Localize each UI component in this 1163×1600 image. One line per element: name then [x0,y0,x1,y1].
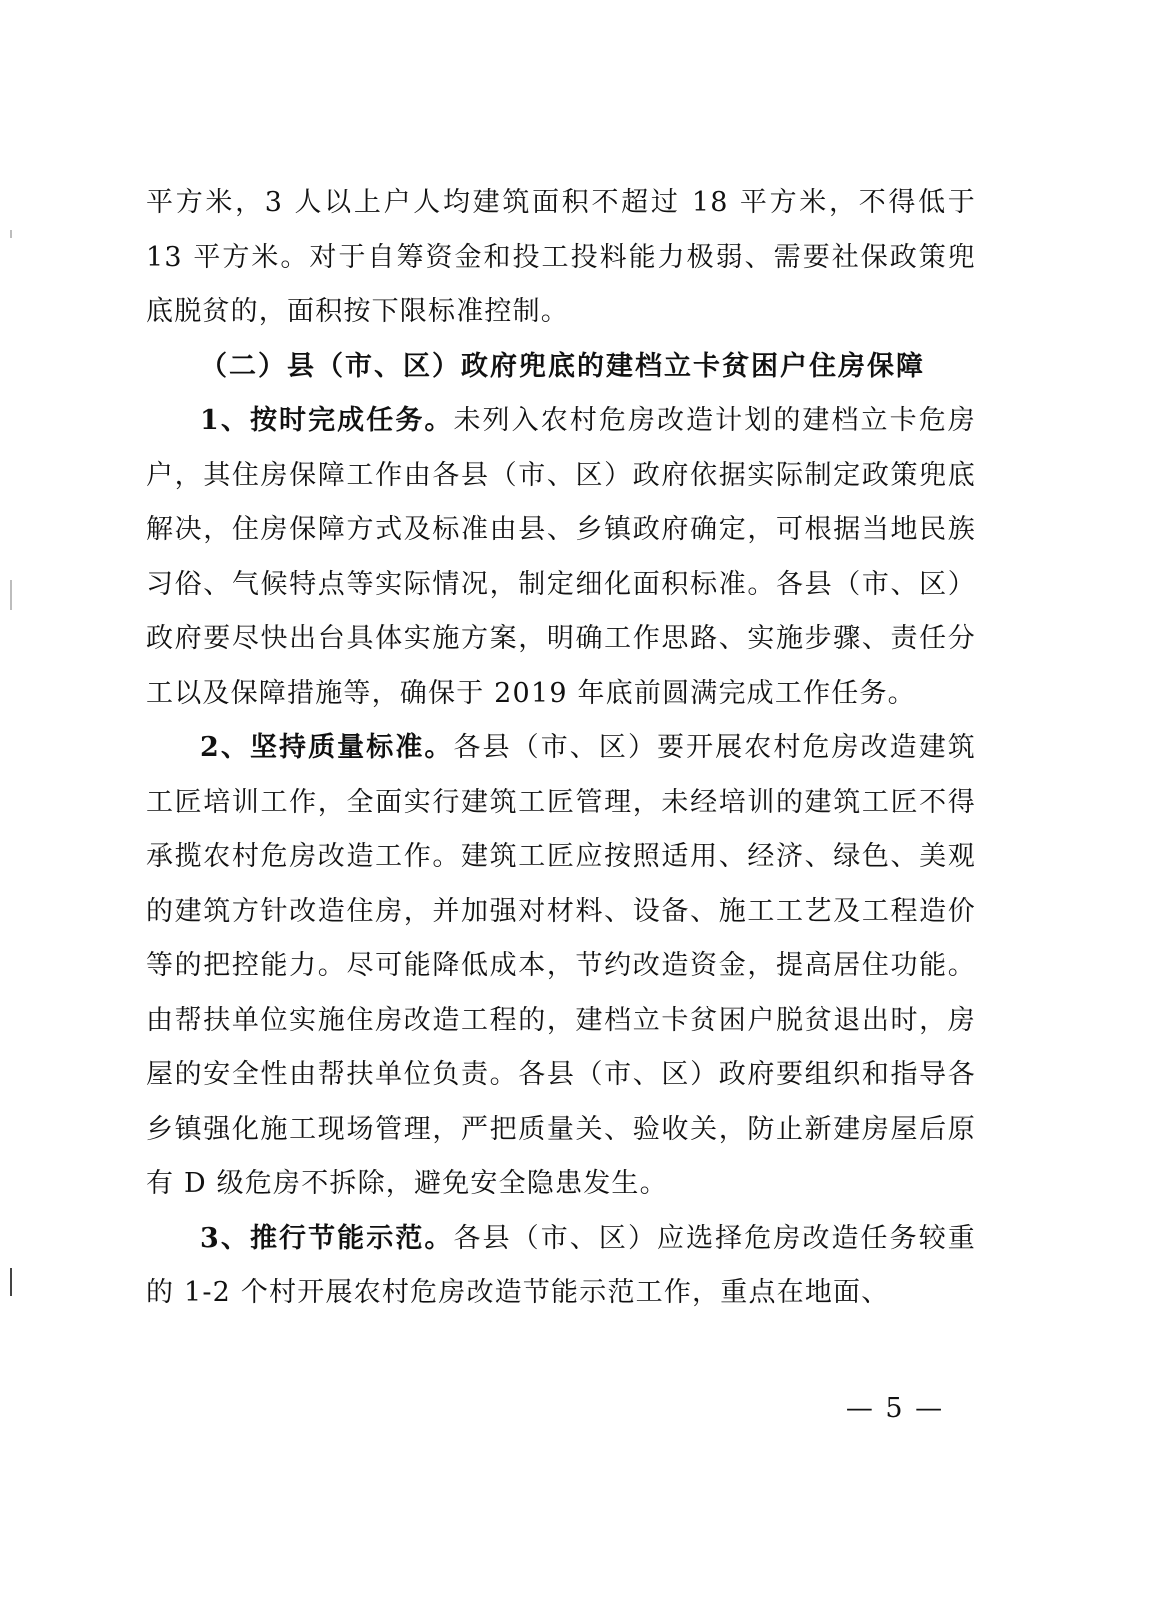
paragraph-continuation [146,176,976,340]
item-lead: 2、坚持质量标准。 [200,732,454,763]
heading-text: （二）县（市、区）政府兜底的建档立卡贫困户住房保障 [200,350,925,382]
page-number: — 5 — [845,1393,945,1424]
paragraph-item-2 [146,721,976,1212]
paragraph-text: 各县（市、区）应选择危房改造任务较重的 1-2 个村开展农村危房改造节能示范工作，重点在地面、 [146,1222,976,1308]
section-heading [146,340,976,395]
scan-artifact [10,1268,12,1296]
scan-artifact [10,580,12,610]
paragraph-text: 未列入农村危房改造计划的建档立卡危房户，其住房保障工作由各县（市、区）政府依据实际制定政策兜底解决，住房保障方式及标准由县、乡镇政府确定，可根据当地民族习俗、气候特点等实际情况，制定细化面积标准。各县（市、区）政府要尽快出台具体实施方案，明确工作思路、实施步骤、责任分工以及保障措施等，确保于 2019 年底前圆满完成工作任务。 [146,405,976,709]
paragraph-text: 平方米，3 人以上户人均建筑面积不超过 18 平方米，不得低于 13 平方米。对于自筹资金和投工投料能力极弱、需要社保政策兜底脱贫的，面积按下限标准控制。 [146,187,976,327]
document-body [146,176,976,1321]
item-lead: 3、推行节能示范。 [200,1222,454,1254]
scan-artifact [10,230,12,238]
paragraph-text: 各县（市、区）要开展农村危房改造建筑工匠培训工作，全面实行建筑工匠管理，未经培训的建筑工匠不得承揽农村危房改造工作。建筑工匠应按照适用、经济、绿色、美观的建筑方针改造住房，并加强对材料、设备、施工工艺及工程造价等的把控能力。尽可能降低成本，节约改造资金，提高居住功能。由帮扶单位实施住房改造工程的，建档立卡贫困户脱贫退出时，房屋的安全性由帮扶单位负责。各县（市、区）政府要组织和指导各乡镇强化施工现场管理，严把质量关、验收关，防止新建房屋后原有 D 级危房不拆除，避免安全隐患发生。 [146,732,976,1199]
paragraph-item-1 [146,394,976,721]
item-lead: 1、按时完成任务。 [200,405,454,436]
paragraph-item-3 [146,1212,976,1321]
